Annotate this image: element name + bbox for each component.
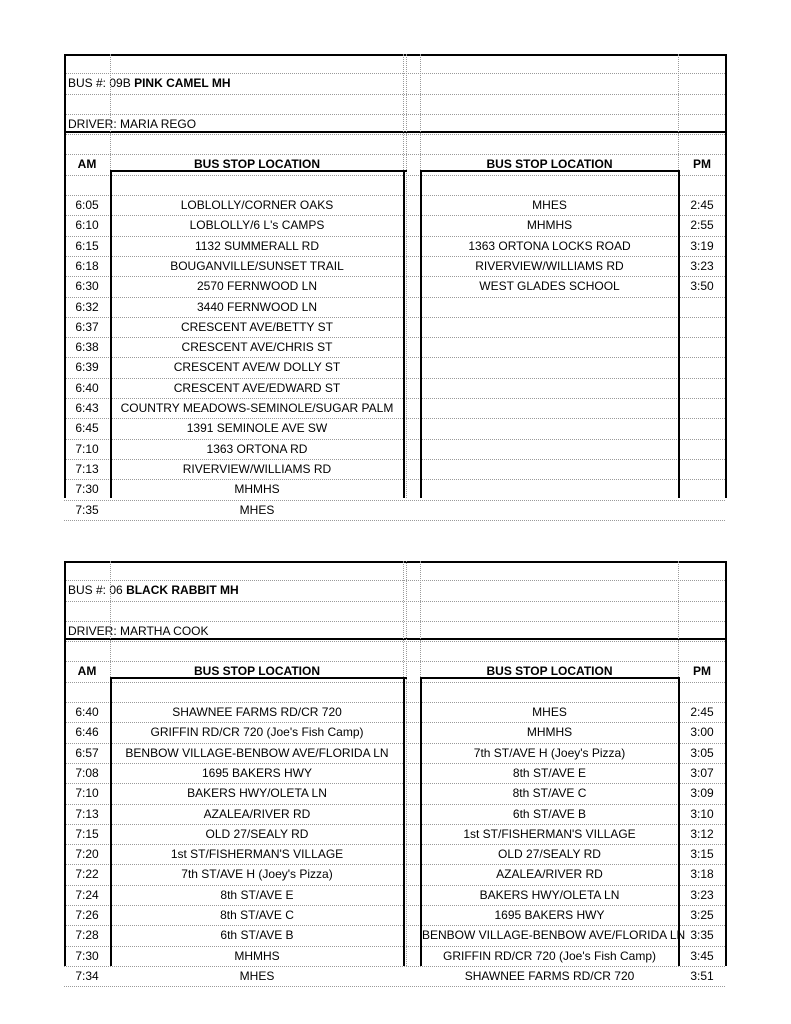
- table-row: [64, 277, 725, 297]
- table-row: [64, 683, 725, 703]
- am-stop-location: CRESCENT AVE/W DOLLY ST: [173, 360, 341, 375]
- pm-time: 3:00: [690, 725, 714, 740]
- pm-stop-location: 8th ST/AVE E: [512, 765, 587, 780]
- pm-time: 2:45: [690, 198, 714, 213]
- pm-time: 3:50: [690, 279, 714, 294]
- am-time: 6:38: [75, 340, 99, 355]
- am-stop-location: 2570 FERNWOOD LN: [196, 279, 318, 294]
- table-row: [64, 784, 725, 804]
- am-stop-location: BAKERS HWY/OLETA LN: [187, 786, 327, 801]
- am-time: 7:34: [75, 968, 99, 983]
- schedule-rows: [64, 54, 725, 521]
- pm-time: 3:23: [690, 887, 714, 902]
- am-time: 6:43: [75, 401, 99, 416]
- table-row: [64, 318, 725, 338]
- am-stop-location: 3440 FERNWOOD LN: [196, 299, 318, 314]
- pm-time: 3:12: [690, 826, 714, 841]
- table-row: [64, 947, 725, 967]
- am-time: 7:10: [75, 786, 99, 801]
- bus-number-label: [68, 581, 239, 600]
- pm-stop-location: 1363 ORTONA LOCKS ROAD: [468, 238, 631, 253]
- driver-label-text: DRIVER:: [68, 116, 117, 131]
- pm-stop-location: AZALEA/RIVER RD: [496, 867, 603, 882]
- pm-time-divider: [678, 170, 680, 498]
- am-stop-location: BOUGANVILLE/SUNSET TRAIL: [170, 258, 344, 273]
- column-top-border: [420, 677, 678, 679]
- bus-label: BUS #:: [68, 76, 107, 91]
- left-border: [64, 54, 66, 498]
- am-time: 7:10: [75, 441, 99, 456]
- pm-header: PM: [693, 157, 711, 172]
- table-row: [64, 216, 725, 236]
- pm-stop-location: SHAWNEE FARMS RD/CR 720: [464, 968, 635, 983]
- pm-time: 2:45: [690, 705, 714, 720]
- am-time: 6:45: [75, 421, 99, 436]
- am-location-divider: [403, 170, 405, 498]
- am-time: 7:30: [75, 948, 99, 963]
- table-row: [64, 95, 725, 115]
- bus-number-label: [68, 74, 231, 93]
- table-row: [64, 298, 725, 318]
- column-top-border: [420, 170, 678, 172]
- table-row: [64, 926, 725, 946]
- pm-header: PM: [693, 664, 711, 679]
- pm-location-header: BUS STOP LOCATION: [486, 157, 613, 172]
- grid-line: [406, 54, 407, 498]
- table-row: [64, 460, 725, 480]
- am-stop-location: SHAWNEE FARMS RD/CR 720: [172, 705, 342, 720]
- am-stop-location: 1363 ORTONA RD: [206, 441, 308, 456]
- am-stop-location: CRESCENT AVE/EDWARD ST: [173, 380, 341, 395]
- pm-stop-location: 1st ST/FISHERMAN'S VILLAGE: [463, 826, 636, 841]
- am-stop-location: 8th ST/AVE C: [220, 908, 294, 923]
- am-time: 7:20: [75, 847, 99, 862]
- am-time: 6:40: [75, 705, 99, 720]
- pm-stop-location: 6th ST/AVE B: [512, 806, 587, 821]
- am-stop-location: 7th ST/AVE H (Joey's Pizza): [181, 867, 333, 882]
- am-location-header: BUS STOP LOCATION: [193, 157, 320, 172]
- table-row: [64, 581, 725, 601]
- table-row: [64, 886, 725, 906]
- am-time: 6:15: [75, 238, 99, 253]
- am-time: 6:32: [75, 299, 99, 314]
- am-stop-location: OLD 27/SEALY RD: [205, 826, 309, 841]
- grid-line: [403, 54, 404, 170]
- pm-time: 3:07: [690, 765, 714, 780]
- am-time: 7:28: [75, 928, 99, 943]
- pm-time: 3:25: [690, 908, 714, 923]
- table-row: [64, 358, 725, 378]
- pm-stop-location: 1695 BAKERS HWY: [494, 908, 605, 923]
- table-row: [64, 338, 725, 358]
- column-top-border: [110, 170, 407, 172]
- bus-number: 09B: [109, 76, 131, 91]
- table-row: [64, 602, 725, 622]
- am-time: 7:24: [75, 887, 99, 902]
- bus-schedule-06: [64, 561, 725, 983]
- pm-time: 3:35: [690, 928, 714, 943]
- table-row: [64, 703, 725, 723]
- pm-location-header: BUS STOP LOCATION: [486, 664, 613, 679]
- am-stop-location: 1132 SUMMERALL RD: [194, 238, 320, 253]
- am-stop-location: LOBLOLLY/CORNER OAKS: [180, 198, 334, 213]
- table-row: [64, 642, 725, 662]
- am-time: 7:15: [75, 826, 99, 841]
- bus-name: PINK CAMEL MH: [134, 76, 231, 91]
- am-header: AM: [77, 157, 97, 172]
- pm-stop-location: MHES: [532, 705, 567, 720]
- am-time: 7:13: [75, 461, 99, 476]
- pm-stop-location: BENBOW VILLAGE-BENBOW AVE/FLORIDA LN: [422, 928, 686, 943]
- am-stop-location: MHMHS: [234, 948, 280, 963]
- am-time-divider: [110, 677, 112, 967]
- table-row: [64, 845, 725, 865]
- table-row: [64, 805, 725, 825]
- pm-stop-location: MHMHS: [526, 218, 573, 233]
- pm-time: 3:05: [690, 745, 714, 760]
- table-row: [64, 257, 725, 277]
- pm-stop-location: 7th ST/AVE H (Joey's Pizza): [473, 745, 626, 760]
- schedule-rows: [64, 561, 725, 987]
- am-stop-location: CRESCENT AVE/BETTY ST: [180, 319, 334, 334]
- pm-stop-location: WEST GLADES SCHOOL: [479, 279, 620, 294]
- am-time: 6:46: [75, 725, 99, 740]
- pm-time: 2:55: [690, 218, 714, 233]
- pm-stop-location: OLD 27/SEALY RD: [498, 847, 601, 862]
- am-stop-location: COUNTRY MEADOWS-SEMINOLE/SUGAR PALM: [120, 401, 394, 416]
- am-stop-location: LOBLOLLY/6 L's CAMPS: [189, 218, 325, 233]
- pm-time: 3:09: [690, 786, 714, 801]
- am-stop-location: 1st ST/FISHERMAN'S VILLAGE: [170, 847, 344, 862]
- table-row: [64, 379, 725, 399]
- am-stop-location: 8th ST/AVE E: [220, 887, 294, 902]
- am-stop-location: 6th ST/AVE B: [220, 928, 294, 943]
- am-stop-location: 1391 SEMINOLE AVE SW: [186, 421, 328, 436]
- table-row: [64, 865, 725, 885]
- pm-time: 3:23: [690, 258, 714, 273]
- pm-stop-location: GRIFFIN RD/CR 720 (Joe's Fish Camp): [443, 948, 656, 963]
- table-row: [64, 440, 725, 460]
- right-border: [725, 561, 727, 966]
- am-time: 7:22: [75, 867, 99, 882]
- grid-line: [420, 54, 421, 170]
- pm-location-divider: [420, 677, 422, 967]
- pm-stop-location: 8th ST/AVE C: [512, 786, 587, 801]
- header-divider: [64, 131, 725, 133]
- header-divider: [64, 638, 725, 640]
- table-row: [64, 825, 725, 845]
- driver-name: MARTHA COOK: [120, 623, 209, 638]
- pm-time: 3:19: [690, 238, 714, 253]
- bus-name: BLACK RABBIT MH: [126, 583, 239, 598]
- am-stop-location: MHMHS: [234, 482, 280, 497]
- table-row: [64, 662, 725, 682]
- pm-stop-location: RIVERVIEW/WILLIAMS RD: [475, 258, 624, 273]
- am-time: 7:30: [75, 482, 99, 497]
- table-row: [64, 561, 725, 581]
- am-stop-location: AZALEA/RIVER RD: [203, 806, 311, 821]
- table-row: [64, 906, 725, 926]
- table-row: [64, 419, 725, 439]
- am-time: 6:18: [75, 258, 99, 273]
- bus-label: BUS #:: [68, 583, 107, 598]
- am-time: 7:08: [75, 765, 99, 780]
- am-header: AM: [77, 664, 97, 679]
- am-stop-location: CRESCENT AVE/CHRIS ST: [181, 340, 333, 355]
- pm-stop-location: MHES: [532, 198, 567, 213]
- am-time: 6:10: [75, 218, 99, 233]
- bus-number: 06: [109, 583, 123, 598]
- pm-stop-location: BAKERS HWY/OLETA LN: [479, 887, 620, 902]
- am-stop-location: RIVERVIEW/WILLIAMS RD: [182, 461, 332, 476]
- pm-time: 3:51: [690, 968, 714, 983]
- am-time: 6:05: [75, 198, 99, 213]
- table-row: [64, 399, 725, 419]
- bus-schedule-09b: [64, 54, 725, 517]
- am-time: 7:35: [75, 502, 99, 517]
- grid-line: [110, 561, 111, 677]
- column-top-border: [110, 677, 407, 679]
- am-time: 6:30: [75, 279, 99, 294]
- table-row: [64, 480, 725, 500]
- driver-name: MARIA REGO: [120, 116, 197, 131]
- am-time: 6:40: [75, 380, 99, 395]
- grid-line: [406, 561, 407, 966]
- am-location-divider: [403, 677, 405, 967]
- table-row: [64, 135, 725, 155]
- am-location-header: BUS STOP LOCATION: [193, 664, 320, 679]
- table-top-border: [64, 561, 725, 563]
- am-time-divider: [110, 170, 112, 498]
- am-stop-location: MHES: [239, 968, 275, 983]
- pm-time: 3:45: [690, 948, 714, 963]
- table-row: [64, 196, 725, 216]
- table-row: [64, 764, 725, 784]
- table-top-border: [64, 54, 725, 56]
- pm-time: 3:10: [690, 806, 714, 821]
- table-row: [64, 723, 725, 743]
- am-stop-location: BENBOW VILLAGE-BENBOW AVE/FLORIDA LN: [125, 745, 389, 760]
- pm-time-divider: [678, 677, 680, 967]
- am-stop-location: 1695 BAKERS HWY: [201, 765, 313, 780]
- pm-time: 3:18: [690, 867, 714, 882]
- table-row: [64, 155, 725, 175]
- grid-line: [678, 54, 679, 170]
- grid-line: [678, 561, 679, 677]
- right-border: [725, 54, 727, 498]
- table-row: [64, 176, 725, 196]
- grid-line: [110, 54, 111, 170]
- pm-location-divider: [420, 170, 422, 498]
- am-stop-location: GRIFFIN RD/CR 720 (Joe's Fish Camp): [150, 725, 364, 740]
- am-time: 6:37: [75, 319, 99, 334]
- table-row: [64, 967, 725, 987]
- table-row: [64, 74, 725, 94]
- table-row: [64, 54, 725, 74]
- driver-label-text: DRIVER:: [68, 623, 117, 638]
- am-time: 7:13: [75, 806, 99, 821]
- pm-time: 3:15: [690, 847, 714, 862]
- left-border: [64, 561, 66, 966]
- grid-line: [420, 561, 421, 677]
- grid-line: [403, 561, 404, 677]
- pm-stop-location: MHMHS: [526, 725, 573, 740]
- am-stop-location: MHES: [239, 502, 275, 517]
- table-row: [64, 501, 725, 521]
- table-row: [64, 237, 725, 257]
- am-time: 6:39: [75, 360, 99, 375]
- am-time: 6:57: [75, 745, 99, 760]
- table-row: [64, 744, 725, 764]
- am-time: 7:26: [75, 908, 99, 923]
